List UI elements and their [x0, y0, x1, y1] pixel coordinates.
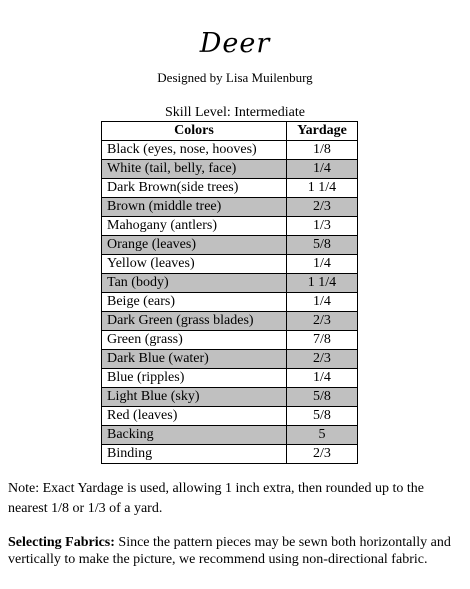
yardage-cell: 5/8 — [287, 236, 358, 255]
yardage-cell: 1/4 — [287, 160, 358, 179]
table-row — [102, 388, 358, 407]
table-row — [102, 293, 358, 312]
yardage-note: Note: Exact Yardage is used, allowing 1 inch extra, then rounded up to the nearest 1/8 or 1/3 of a yard. — [8, 481, 425, 516]
color-cell: Blue (ripples) — [102, 369, 287, 388]
yardage-cell: 5/8 — [287, 388, 358, 407]
color-cell: Red (leaves) — [102, 407, 287, 426]
table-row — [102, 160, 358, 179]
table-row — [102, 426, 358, 445]
table-row — [102, 369, 358, 388]
yardage-table-body — [102, 141, 358, 464]
color-cell: White (tail, belly, face) — [102, 160, 287, 179]
yardage-cell: 2/3 — [287, 198, 358, 217]
yardage-cell: 1/4 — [287, 369, 358, 388]
yardage-cell: 1/4 — [287, 293, 358, 312]
table-row — [102, 445, 358, 464]
table-row — [102, 179, 358, 198]
table-row — [102, 312, 358, 331]
skill-level: Skill Level: Intermediate — [165, 105, 305, 120]
selecting-fabrics-paragraph — [8, 534, 466, 568]
color-cell: Tan (body) — [102, 274, 287, 293]
yardage-cell: 1 1/4 — [287, 274, 358, 293]
color-cell: Light Blue (sky) — [102, 388, 287, 407]
pattern-title: Deer — [199, 28, 271, 59]
yardage-cell: 2/3 — [287, 445, 358, 464]
selecting-fabrics-text: Since the pattern pieces may be sewn both horizontally and vertically to make the picture, we recommend using non-directional fabric. — [8, 535, 451, 567]
yardage-table — [101, 121, 358, 464]
table-row — [102, 255, 358, 274]
yardage-cell: 1 1/4 — [287, 179, 358, 198]
color-cell: Yellow (leaves) — [102, 255, 287, 274]
color-cell: Brown (middle tree) — [102, 198, 287, 217]
designer-credit: Designed by Lisa Muilenburg — [157, 70, 313, 85]
yardage-cell: 5 — [287, 426, 358, 445]
yardage-cell: 7/8 — [287, 331, 358, 350]
table-row — [102, 141, 358, 160]
yardage-cell: 1/8 — [287, 141, 358, 160]
yardage-cell: 1/4 — [287, 255, 358, 274]
selecting-fabrics-label: Selecting Fabrics: — [8, 535, 115, 550]
color-cell: Dark Brown(side trees) — [102, 179, 287, 198]
yardage-cell: 5/8 — [287, 407, 358, 426]
color-cell: Mahogany (antlers) — [102, 217, 287, 236]
color-cell: Green (grass) — [102, 331, 287, 350]
yardage-cell: 2/3 — [287, 312, 358, 331]
color-cell: Backing — [102, 426, 287, 445]
color-cell: Beige (ears) — [102, 293, 287, 312]
color-cell: Black (eyes, nose, hooves) — [102, 141, 287, 160]
colors-column-header: Colors — [102, 122, 287, 141]
table-row — [102, 217, 358, 236]
color-cell: Dark Blue (water) — [102, 350, 287, 369]
yardage-column-header: Yardage — [287, 122, 358, 141]
table-row — [102, 331, 358, 350]
color-cell: Binding — [102, 445, 287, 464]
yardage-cell: 2/3 — [287, 350, 358, 369]
color-cell: Dark Green (grass blades) — [102, 312, 287, 331]
table-row — [102, 198, 358, 217]
table-row — [102, 274, 358, 293]
yardage-cell: 1/3 — [287, 217, 358, 236]
table-header-row — [102, 122, 358, 141]
table-row — [102, 236, 358, 255]
table-row — [102, 407, 358, 426]
table-row — [102, 350, 358, 369]
color-cell: Orange (leaves) — [102, 236, 287, 255]
